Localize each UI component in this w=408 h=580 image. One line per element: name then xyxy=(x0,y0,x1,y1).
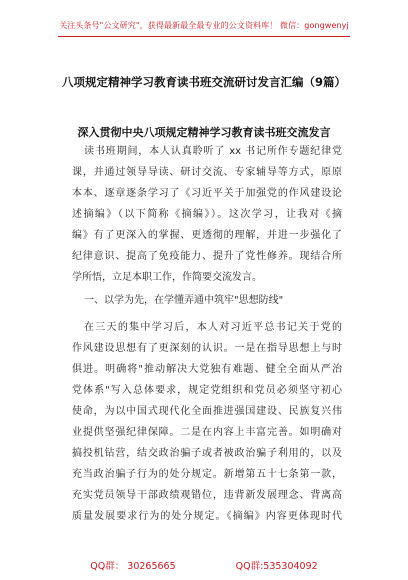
body-line: 质量发展要求行为的处分规定。《摘编》内容更体现时代 xyxy=(72,511,342,522)
body-line: 党体系"写入总体要求，规定党组织和党员必须坚守初心 xyxy=(72,385,342,396)
body-line: 课，并通过领导导读、研讨交流、专家辅导等方式，原原 xyxy=(72,167,342,178)
body-line: 述摘编》（以下简称《摘编》）。这次学习，让我对《摘 xyxy=(72,209,342,220)
body-line: 俱进。明确将"推动解决大党独有难题、健全全面从严治 xyxy=(72,364,342,375)
body-line: 在三天的集中学习后，本人对习近平总书记关于党的 xyxy=(84,322,342,333)
body-line: 编》有了更深入的掌握、更透彻的理解，并进一步强化了 xyxy=(72,230,342,241)
header-divider xyxy=(58,36,350,37)
body-line: 本本、逐章逐条学习了《习近平关于加强党的作风建设论 xyxy=(72,188,342,199)
footer-qq-group-1: QQ群： 30265665 xyxy=(90,561,176,572)
body-line: 充当政治骗子行为的处分规定。新增第五十七条第一款， xyxy=(72,469,342,480)
body-line: 纪律意识、提高了免疫能力、提升了党性修养。现结合所 xyxy=(72,251,342,262)
body-line: 充实党员领导干部政绩观错位，违背新发展理念、背离高 xyxy=(72,490,342,501)
section-heading: 一、以学为先，在学懂弄通中筑牢"思想防线" xyxy=(84,295,284,306)
body-line: 读书班期间，本人认真聆听了 xx 书记所作专题纪律党 xyxy=(84,146,342,157)
footer-qq-group-2: QQ群:535304092 xyxy=(235,561,318,572)
body-line: 作风建设思想有了更深刻的认识。一是在指导思想上与时 xyxy=(72,343,342,354)
document-title: 八项规定精神学习教育读书班交流研讨发言汇编（9篇） xyxy=(62,75,346,89)
body-line: 使命，为以中国式现代化全面推进强国建设、民族复兴伟 xyxy=(72,406,342,417)
body-line: 业提供坚强纪律保障。二是在内容上丰富完善。如明确对 xyxy=(72,427,342,438)
body-line: 学所悟，立足本职工作，作简要交流发言。 xyxy=(72,272,262,283)
body-line: 搞投机钻营，结交政治骗子或者被政治骗子利用的，以及 xyxy=(72,448,342,459)
footer xyxy=(0,558,408,572)
document-subtitle: 深入贯彻中央八项规定精神学习教育读书班交流发言 xyxy=(77,126,331,139)
header-banner: 关注头条号"公文研究"，获得最新最全最专业的公文资料库！ 微信：gongwenyj xyxy=(59,21,349,30)
